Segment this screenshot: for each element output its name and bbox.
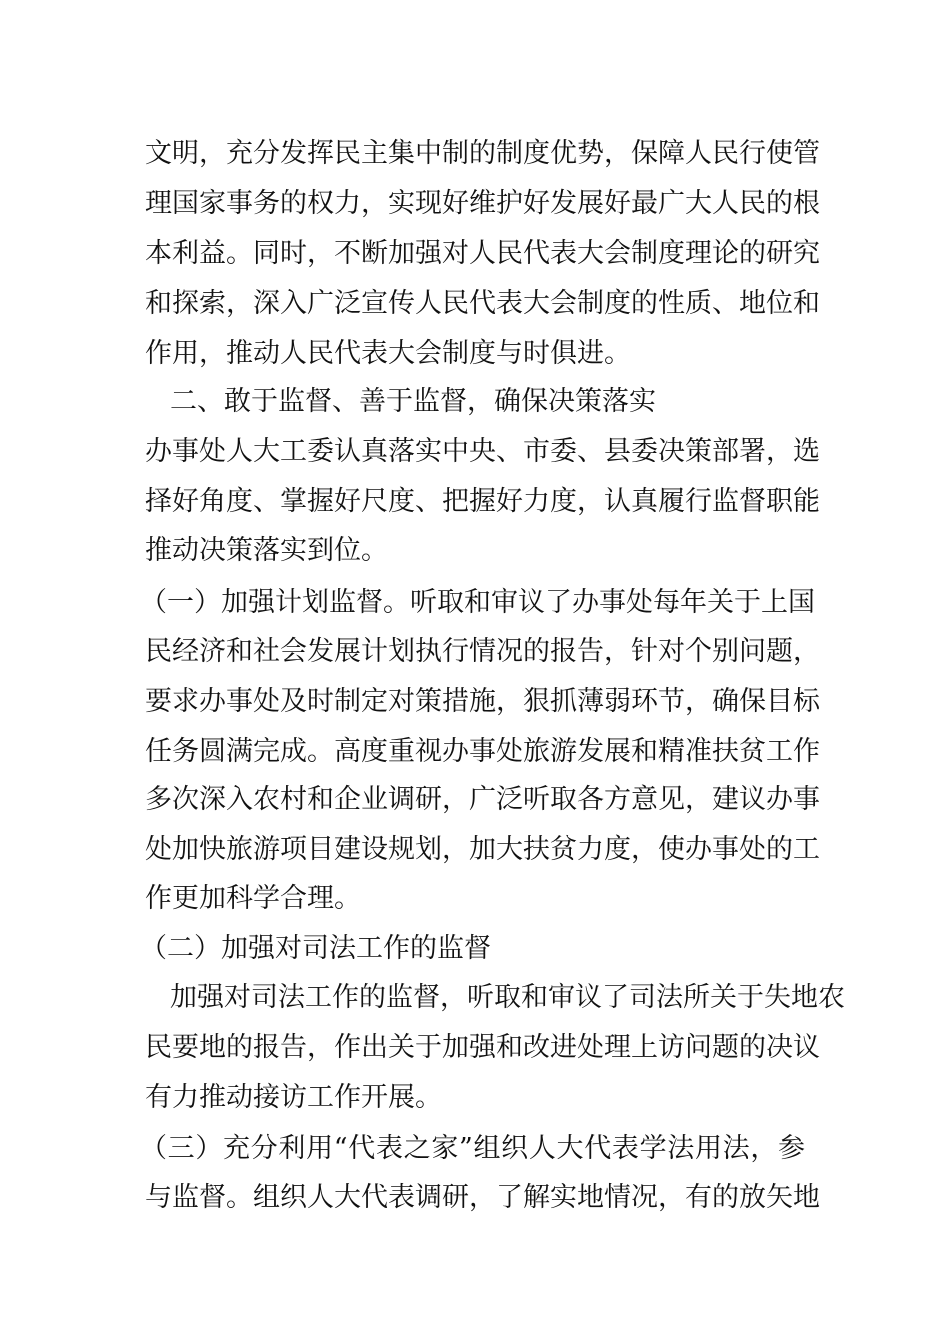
text-line: 要求办事处及时制定对策措施，狠抓薄弱环节，确保目标 [145, 686, 820, 717]
text-line: 择好角度、掌握好尺度、把握好力度，认真履行监督职能 [145, 486, 820, 517]
text-line: 文明，充分发挥民主集中制的制度优势，保障人民行使管 [145, 138, 820, 169]
text-line: 有力推动接访工作开展。 [145, 1082, 442, 1113]
text-line: 推动决策落实到位。 [145, 535, 388, 566]
text-line: 作更加科学合理。 [145, 883, 361, 914]
text-line: 和探索，深入广泛宣传人民代表大会制度的性质、地位和 [145, 288, 820, 319]
text-line: 与监督。组织人大代表调研，了解实地情况，有的放矢地 [145, 1182, 820, 1213]
text-line: 任务圆满完成。高度重视办事处旅游发展和精准扶贫工作 [145, 736, 820, 767]
subsection-heading: （三）充分利用“代表之家”组织人大代表学法用法，参 [140, 1133, 805, 1164]
text-line: 多次深入农村和企业调研，广泛听取各方意见，建议办事 [145, 784, 820, 815]
text-line: 民经济和社会发展计划执行情况的报告，针对个别问题， [145, 636, 820, 667]
text-line: 处加快旅游项目建设规划，加大扶贫力度，使办事处的工 [145, 834, 820, 865]
text-line: 加强对司法工作的监督，听取和审议了司法所关于失地农 [170, 982, 845, 1013]
text-line: 本利益。同时，不断加强对人民代表大会制度理论的研究 [145, 238, 820, 269]
subsection-heading: （一）加强计划监督。听取和审议了办事处每年关于上国 [140, 587, 815, 618]
text-line: 作用，推动人民代表大会制度与时俱进。 [145, 338, 631, 369]
text-line: 民要地的报告，作出关于加强和改进处理上访问题的决议 [145, 1032, 820, 1063]
subsection-heading: （二）加强对司法工作的监督 [140, 933, 491, 964]
text-line: 理国家事务的权力，实现好维护好发展好最广大人民的根 [145, 188, 820, 219]
text-line: 办事处人大工委认真落实中央、市委、县委决策部署，选 [145, 436, 820, 467]
section-heading: 二、敢于监督、善于监督，确保决策落实 [170, 386, 656, 417]
